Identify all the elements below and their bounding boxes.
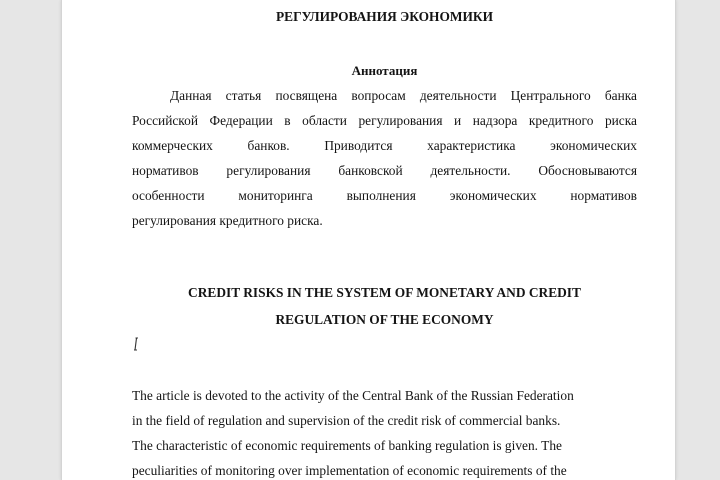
russian-abstract-line: нормативов регулирования банковской деятельности. Обосновываются	[132, 163, 637, 178]
russian-title-line: РЕГУЛИРОВАНИЯ ЭКОНОМИКИ	[275, 9, 494, 24]
english-abstract-line: The article is devoted to the activity of the Central Bank of the Russian Federation	[132, 388, 574, 403]
russian-abstract-line: Российской Федерации в области регулирования и надзора кредитного риска	[132, 113, 637, 128]
text-cursor-icon	[131, 335, 141, 355]
russian-abstract-line: регулирования кредитного риска.	[132, 213, 323, 228]
english-title-line-1: CREDIT RISKS IN THE SYSTEM OF MONETARY AND CREDIT	[188, 285, 581, 300]
russian-abstract-heading: Аннотация	[351, 63, 418, 78]
russian-abstract-line: коммерческих банков. Приводится характеристика экономических	[132, 138, 637, 153]
russian-abstract-line: Данная статья посвящена вопросам деятельности Центрального банка	[170, 88, 637, 103]
russian-abstract-line: особенности мониторинга выполнения экономических нормативов	[132, 188, 637, 203]
english-abstract-line: peculiarities of monitoring over implementation of economic requirements of the	[132, 463, 567, 478]
english-abstract-line: The characteristic of economic requirements of banking regulation is given. The	[132, 438, 562, 453]
english-abstract-line: in the field of regulation and supervision of the credit risk of commercial banks.	[132, 413, 561, 428]
document-page[interactable]	[61, 0, 676, 480]
english-title-line-2: REGULATION OF THE ECONOMY	[275, 312, 494, 327]
